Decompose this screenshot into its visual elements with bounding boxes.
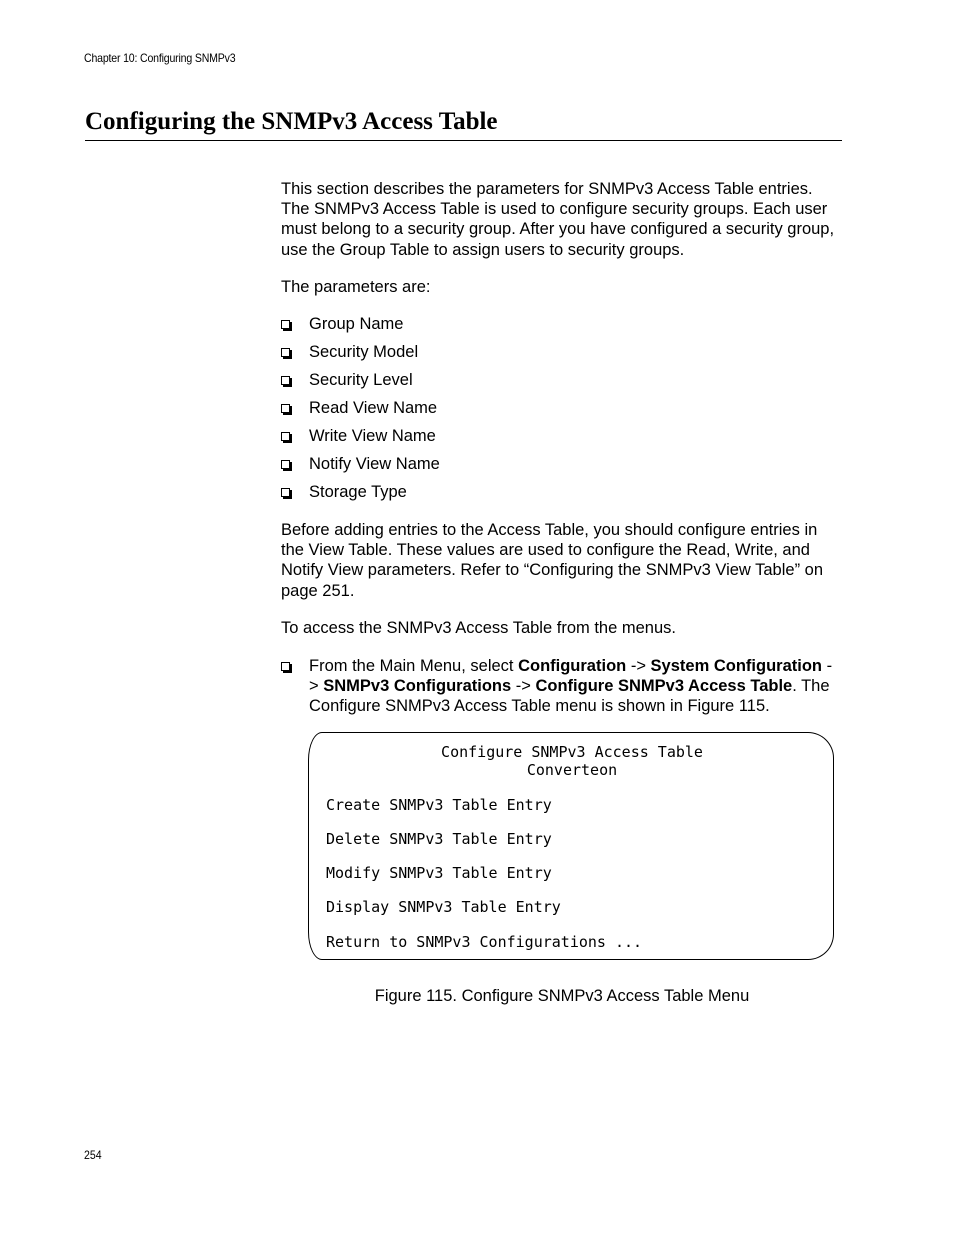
list-item-label: Notify View Name — [309, 455, 440, 473]
section-title: Configuring the SNMPv3 Access Table — [85, 108, 498, 135]
menu-system-configuration: System Configuration — [650, 657, 822, 675]
menu-configuration: Configuration — [518, 657, 627, 675]
checkbox-bullet-icon — [281, 404, 290, 413]
list-item — [281, 398, 843, 426]
list-item — [281, 454, 843, 482]
list-item-label: Read View Name — [309, 399, 438, 417]
list-item-label: Security Model — [309, 343, 419, 361]
checkbox-bullet-icon — [281, 460, 290, 469]
parameter-list — [281, 314, 843, 510]
list-item — [281, 482, 843, 510]
checkbox-bullet-icon — [281, 432, 290, 441]
step-text-segment: -> — [626, 657, 651, 675]
screen-title: Configure SNMPv3 Access Table — [441, 743, 703, 761]
menu-item-create[interactable]: Create SNMPv3 Table Entry — [326, 796, 552, 814]
terminal-menu-screen — [308, 732, 834, 960]
menu-item-modify[interactable]: Modify SNMPv3 Table Entry — [326, 864, 552, 882]
step-text-segment: - > — [309, 657, 833, 696]
list-item-label: Group Name — [309, 315, 404, 333]
list-item — [281, 370, 843, 398]
list-item — [281, 314, 843, 342]
list-item-label: Storage Type — [309, 483, 407, 501]
access-lead: To access the SNMPv3 Access Table from the menus. — [281, 619, 676, 637]
menu-path-text — [309, 656, 843, 717]
screen-subtitle: Converteon — [526, 761, 618, 779]
before-adding-paragraph: Before adding entries to the Access Table, you should configure entries in the View Table. These values are used to configure the Read, Write, and Notify View parameters. Refer to “Configuring the SNMPv3 View Table” on page 251. — [281, 521, 824, 600]
running-header: Chapter 10: Configuring SNMPv3 — [84, 51, 236, 65]
parameters-lead: The parameters are: — [281, 278, 431, 296]
figure-caption: Figure 115. Configure SNMPv3 Access Table Menu — [374, 987, 750, 1005]
step-text-segment: From the Main Menu, select — [309, 657, 519, 675]
menu-item-delete[interactable]: Delete SNMPv3 Table Entry — [326, 830, 552, 848]
menu-configure-snmpv3-access-table: Configure SNMPv3 Access Table — [535, 677, 793, 696]
checkbox-bullet-icon — [281, 488, 290, 497]
list-item-label: Write View Name — [309, 427, 436, 445]
checkbox-bullet-icon — [281, 662, 290, 671]
menu-item-return[interactable]: Return to SNMPv3 Configurations ... — [326, 933, 643, 951]
step-text-segment: . The Configure SNMPv3 Access Table menu is shown in Figure 115. — [309, 677, 830, 716]
step-text-segment: -> — [511, 677, 536, 696]
list-item-label: Security Level — [309, 371, 413, 389]
list-item — [281, 426, 843, 454]
menu-snmpv3-configurations: SNMPv3 Configurations — [323, 677, 512, 696]
checkbox-bullet-icon — [281, 320, 290, 329]
menu-path-step — [281, 656, 843, 717]
checkbox-bullet-icon — [281, 376, 290, 385]
page-number: 254 — [84, 1148, 102, 1162]
checkbox-bullet-icon — [281, 348, 290, 357]
menu-item-display[interactable]: Display SNMPv3 Table Entry — [326, 898, 561, 916]
intro-paragraph: This section describes the parameters for SNMPv3 Access Table entries. The SNMPv3 Access Table is used to configure security groups. Each user must belong to a security group. After you have configured a security group, use the Group Table to assign users to security groups. — [281, 180, 835, 259]
list-item — [281, 342, 843, 370]
title-rule — [85, 140, 842, 141]
